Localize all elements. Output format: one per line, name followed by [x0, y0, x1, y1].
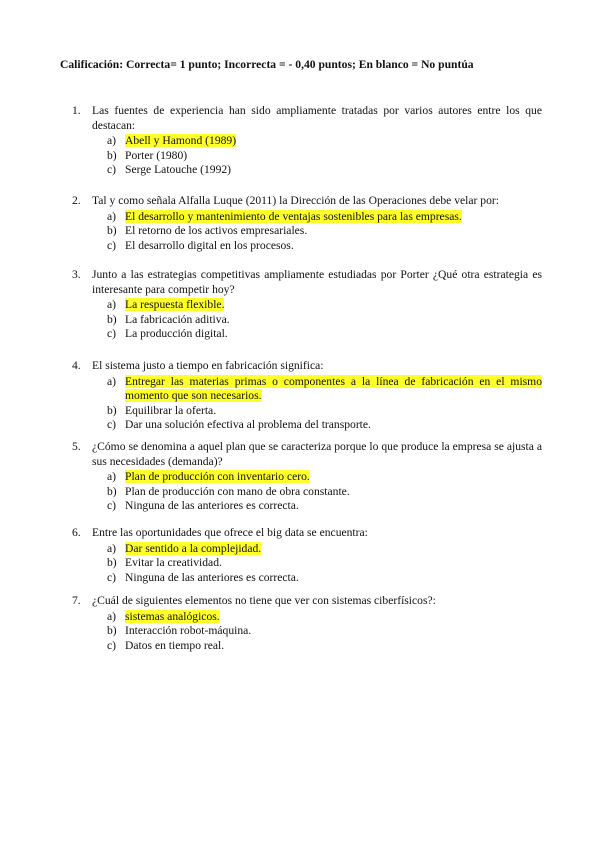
question-number: 1. [72, 104, 81, 117]
question-6 [72, 526, 542, 585]
option-a: a) La respuesta flexible. [107, 298, 225, 311]
option-a: a) Plan de producción con inventario cero. [107, 470, 310, 483]
correct-answer: Abell y Hamond (1989) [125, 134, 237, 147]
correct-answer: sistemas analógicos. [125, 609, 220, 623]
option-c: c) Serge Latouche (1992) [107, 163, 232, 176]
question-number: 3. [72, 268, 81, 281]
correct-answer: La respuesta flexible. [125, 298, 225, 311]
option-list [72, 298, 542, 342]
question-number: 6. [72, 526, 81, 539]
option-b: b) La fabricación aditiva. [107, 312, 230, 326]
option-a: a) sistemas analógicos. [107, 609, 220, 623]
option-list [72, 610, 542, 654]
option-a: a) El desarrollo y mantenimiento de ventajas sostenibles para las empresas. [107, 209, 462, 223]
option-b: b) Equilibrar la oferta. [107, 403, 217, 417]
question-5 [72, 440, 542, 514]
option-list [72, 210, 542, 254]
question-1 [72, 104, 542, 178]
option-a: a) Abell y Hamond (1989) [107, 134, 237, 147]
correct-answer: Entregar las materias primas o componentes a la línea de fabricación en el mismo momento que son necesarios. [125, 374, 542, 402]
question-number: 5. [72, 440, 81, 453]
question-text: Las fuentes de experiencia han sido ampliamente tratadas por varios autores entre los que destacan: [92, 104, 542, 132]
question-text: Tal y como señala Alfalla Luque (2011) la Dirección de las Operaciones debe velar por: [92, 194, 499, 207]
option-list [72, 542, 542, 586]
option-b: b) Interacción robot-máquina. [107, 624, 252, 637]
question-text: Entre las oportunidades que ofrece el big data se encuentra: [92, 526, 368, 539]
question-number: 4. [72, 359, 81, 372]
option-b: b) Plan de producción con mano de obra constante. [107, 484, 350, 498]
option-list [72, 470, 542, 514]
question-2 [72, 194, 542, 253]
question-4 [72, 359, 542, 433]
question-number: 7. [72, 594, 81, 607]
option-b: b) Porter (1980) [107, 148, 188, 162]
correct-answer: Dar sentido a la complejidad. [125, 541, 262, 555]
correct-answer: Plan de producción con inventario cero. [125, 470, 310, 483]
question-text: Junto a las estrategias competitivas ampliamente estudiadas por Porter ¿Qué otra estrategia es interesante para competir hoy? [92, 268, 542, 296]
option-c: c) Dar una solución efectiva al problema del transporte. [107, 418, 371, 431]
question-text: ¿Cuál de siguientes elementos no tiene que ver con sistemas ciberfísicos?: [92, 594, 436, 607]
option-c: c) Datos en tiempo real. [107, 638, 225, 652]
option-c: c) El desarrollo digital en los procesos. [107, 238, 294, 252]
option-list [72, 134, 542, 178]
option-c: c) Ninguna de las anteriores es correcta. [107, 499, 299, 512]
question-text: El sistema justo a tiempo en fabricación significa: [92, 359, 324, 372]
correct-answer: El desarrollo y mantenimiento de ventajas sostenibles para las empresas. [125, 209, 462, 223]
question-3 [72, 268, 542, 342]
option-a: a) Entregar las materias primas o componentes a la línea de fabricación en el mismo momento que son necesarios. [107, 374, 542, 402]
option-c: c) La producción digital. [107, 327, 228, 340]
option-b: b) Evitar la creatividad. [107, 556, 222, 569]
option-c: c) Ninguna de las anteriores es correcta. [107, 570, 299, 584]
option-list [72, 375, 542, 433]
question-text: ¿Cómo se denomina a aquel plan que se caracteriza porque lo que produce la empresa se ajusta a sus necesidades (demanda)? [92, 440, 542, 468]
question-number: 2. [72, 194, 81, 207]
grading-header: Calificación: Correcta= 1 punto; Incorrecta = - 0,40 puntos; En blanco = No puntúa [60, 58, 474, 71]
question-7 [72, 594, 542, 653]
option-b: b) El retorno de los activos empresariales. [107, 224, 308, 237]
option-a: a) Dar sentido a la complejidad. [107, 541, 262, 555]
